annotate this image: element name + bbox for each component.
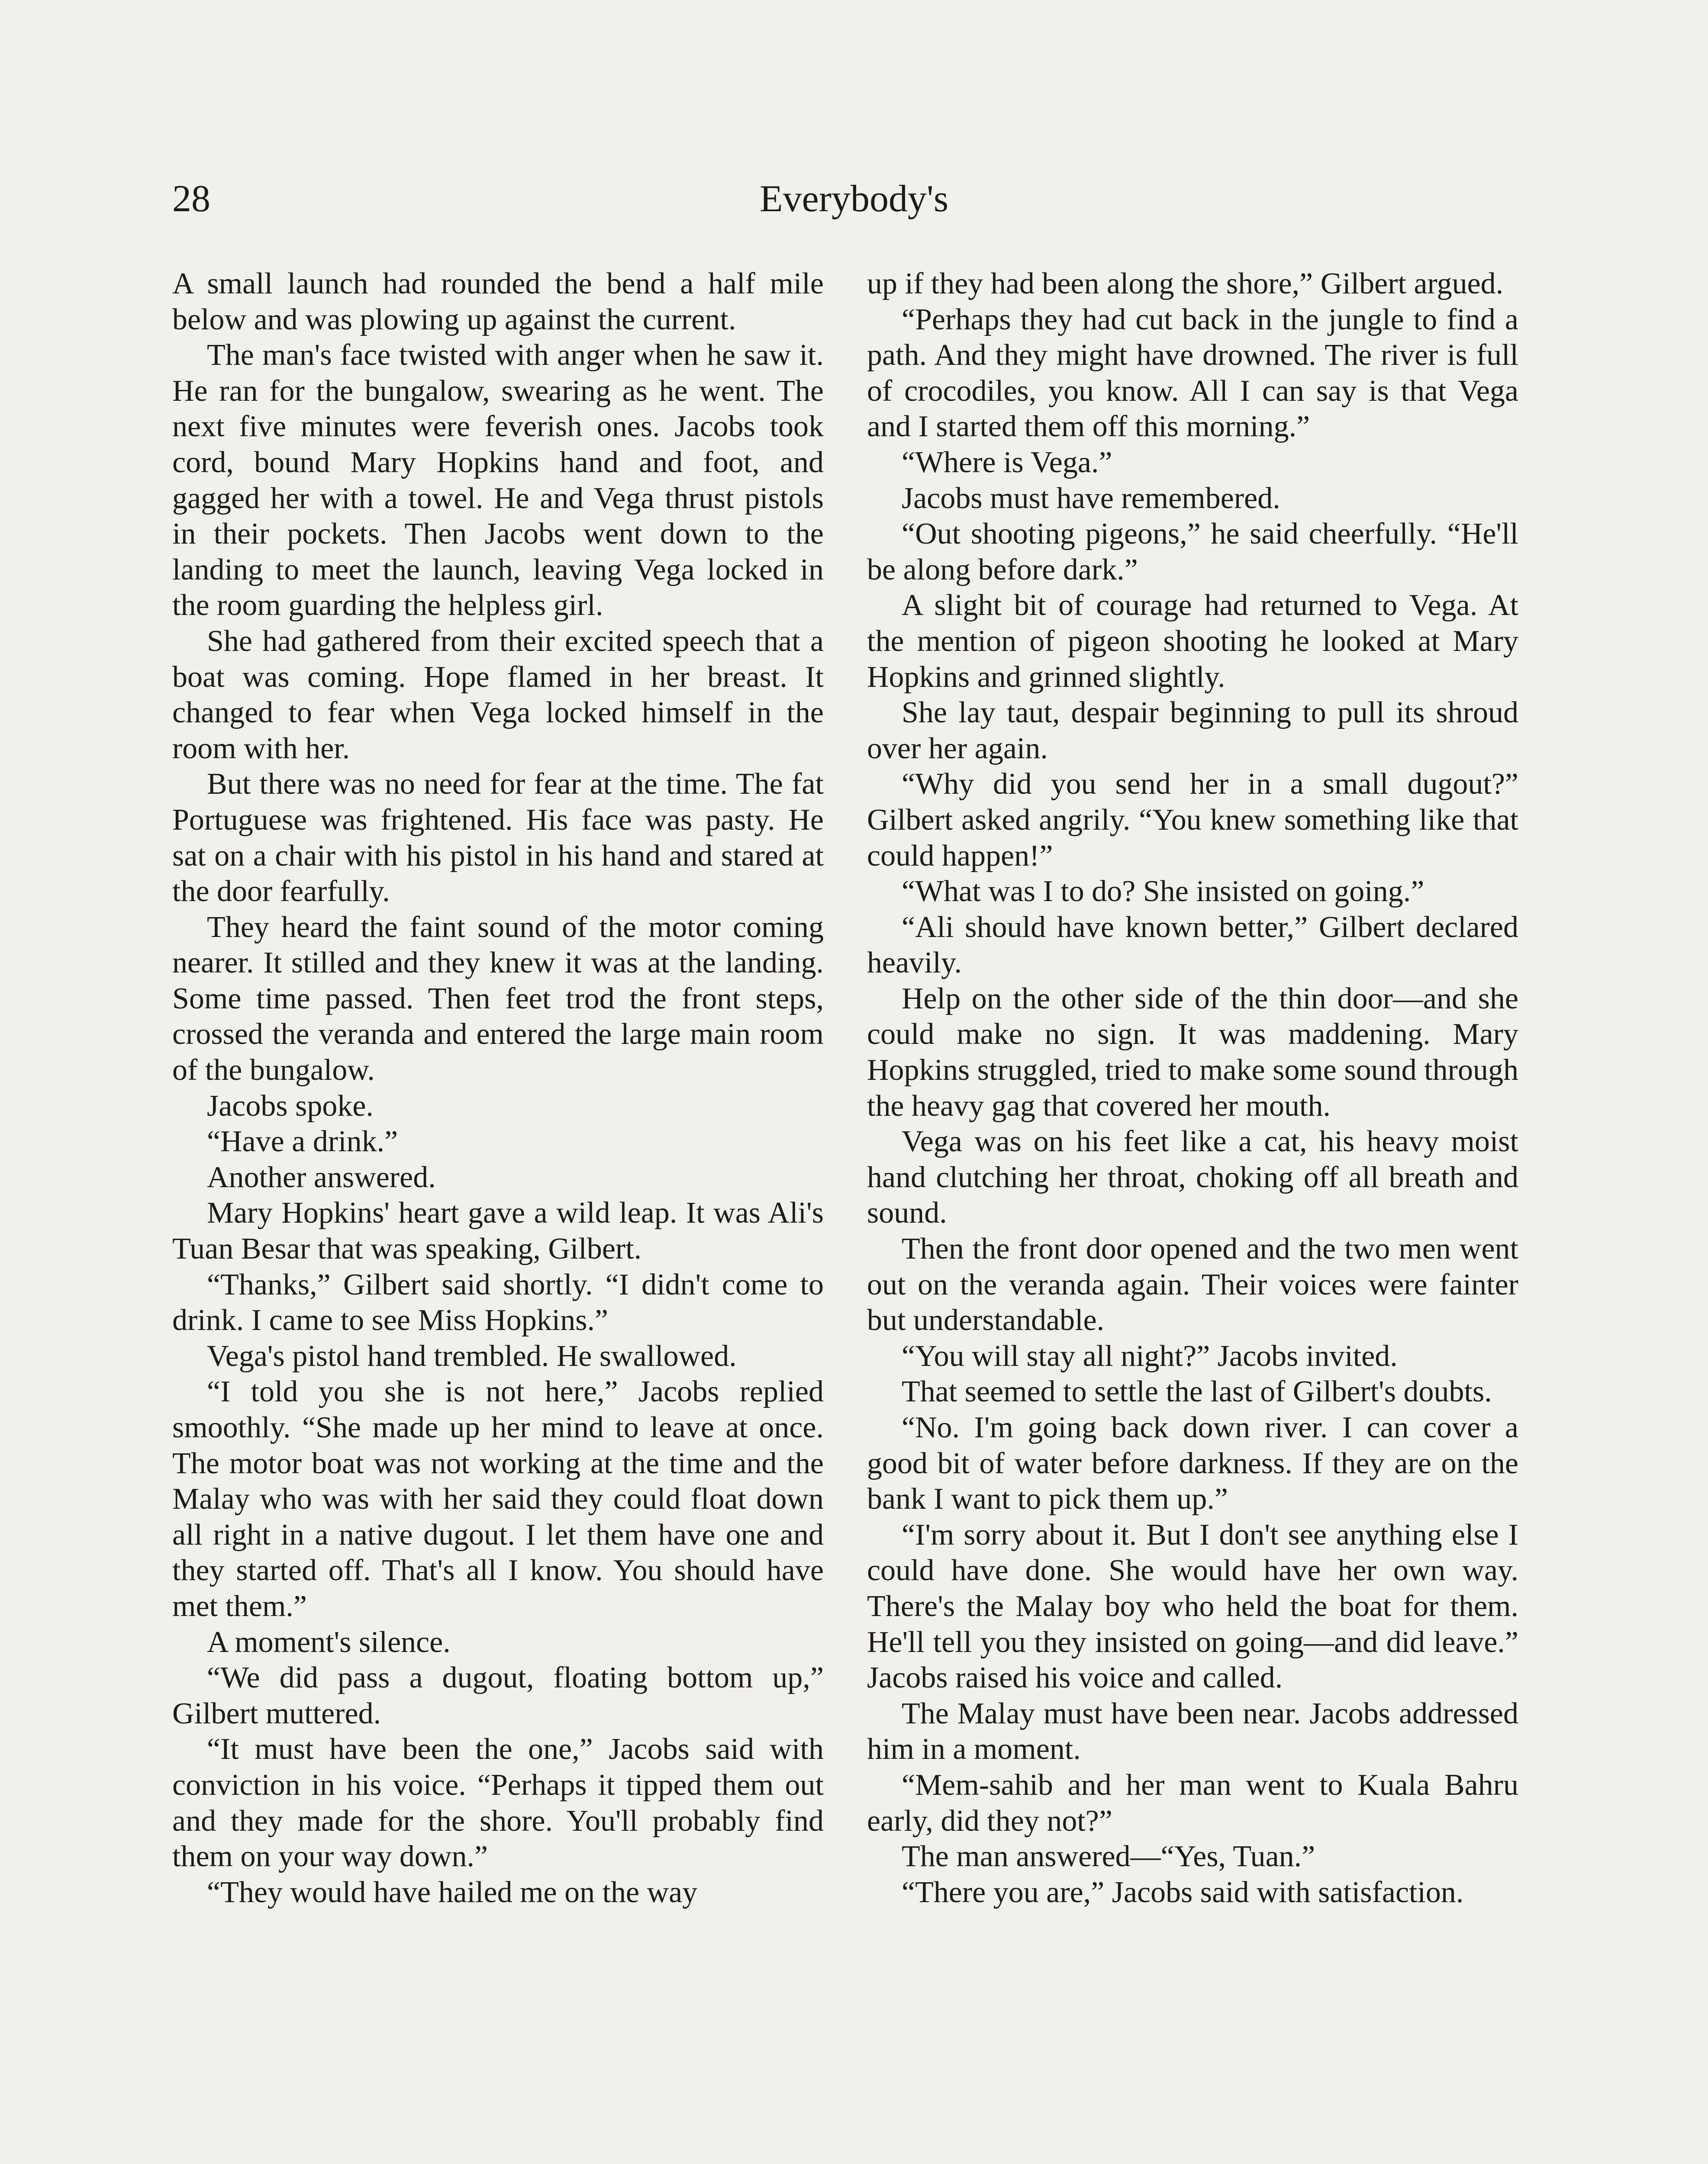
paragraph: Mary Hopkins' heart gave a wild leap. It was Ali's Tuan Besar that was speaking, Gilbert.	[172, 1196, 824, 1266]
page-header	[172, 177, 1536, 229]
paragraph: Vega was on his feet like a cat, his heavy moist hand clutching her throat, choking off all breath and sound.	[867, 1125, 1518, 1230]
paragraph: “We did pass a dugout, floating bottom up,” Gilbert muttered.	[172, 1661, 824, 1730]
paragraph: The Malay must have been near. Jacobs addressed him in a moment.	[867, 1697, 1518, 1766]
left-text-column	[172, 266, 824, 1910]
paragraph: “Why did you send her in a small dugout?” Gilbert asked angrily. “You knew something like that could happen!”	[867, 767, 1518, 873]
paragraph: Then the front door opened and the two men went out on the veranda again. Their voices were fainter but understandable.	[867, 1232, 1518, 1337]
paragraph: “There you are,” Jacobs said with satisfaction.	[902, 1875, 1464, 1909]
paragraph: They heard the faint sound of the motor coming nearer. It stilled and they knew it was at the landing. Some time passed. Then feet trod the front steps, crossed the veranda and entered the large main room of the bungalow.	[172, 910, 824, 1087]
paragraph: “They would have hailed me on the way	[207, 1875, 698, 1909]
paragraph: Another answered.	[207, 1160, 436, 1194]
paragraph: That seemed to settle the last of Gilbert's doubts.	[902, 1375, 1492, 1409]
paragraph: But there was no need for fear at the time. The fat Portuguese was frightened. His face was pasty. He sat on a chair with his pistol in his hand and stared at the door fearfully.	[172, 767, 824, 908]
paragraph: A small launch had rounded the bend a half mile below and was plowing up against the current.	[172, 267, 824, 336]
paragraph: “Ali should have known better,” Gilbert declared heavily.	[867, 910, 1518, 980]
paragraph: “Have a drink.”	[207, 1125, 398, 1159]
paragraph: “Out shooting pigeons,” he said cheerfully. “He'll be along before dark.”	[867, 517, 1518, 586]
paragraph: “Where is Vega.”	[902, 445, 1112, 479]
paragraph: A moment's silence.	[207, 1625, 451, 1659]
paragraph: “I told you she is not here,” Jacobs replied smoothly. “She made up her mind to leave at once. The motor boat was not working at the time and the Malay who was with her said they could float down all right in a native dugout. I let them have one and they started off. That's all I know. You should have met them.”	[172, 1375, 824, 1623]
paragraph: A slight bit of courage had returned to Vega. At the mention of pigeon shooting he looked at Mary Hopkins and grinned slightly.	[867, 589, 1518, 694]
paragraph: The man's face twisted with anger when he saw it. He ran for the bungalow, swearing as he went. The next five minutes were feverish ones. Jacobs took cord, bound Mary Hopkins hand and foot, and gagged her with a towel. He and Vega thrust pistols in their pockets. Then Jacobs went down to the landing to meet the launch, leaving Vega locked in the room guarding the helpless girl.	[172, 338, 824, 622]
paragraph: up if they had been along the shore,” Gilbert argued.	[867, 267, 1504, 300]
paragraph: “What was I to do? She insisted on going.”	[902, 875, 1424, 908]
right-text-column	[867, 266, 1518, 1910]
paragraph: “Mem-sahib and her man went to Kuala Bahru early, did they not?”	[867, 1768, 1518, 1838]
page-number: 28	[172, 178, 210, 220]
paragraph: “Perhaps they had cut back in the jungle to find a path. And they might have drowned. The river is full of crocodiles, you know. All I can say is that Vega and I started them off this morning.”	[867, 303, 1518, 444]
paragraph: She lay taut, despair beginning to pull its shroud over her again.	[867, 696, 1518, 765]
paragraph: Jacobs must have remembered.	[902, 481, 1280, 515]
paragraph: “You will stay all night?” Jacobs invited.	[902, 1339, 1398, 1373]
paragraph: “I'm sorry about it. But I don't see anything else I could have done. She would have her own way. There's the Malay boy who held the boat for them. He'll tell you they insisted on going—and did leave.” Jacobs raised his voice and called.	[867, 1518, 1518, 1695]
paragraph: Vega's pistol hand trembled. He swallowed.	[207, 1339, 737, 1373]
paragraph: She had gathered from their excited speech that a boat was coming. Hope flamed in her breast. It changed to fear when Vega locked himself in the room with her.	[172, 624, 824, 765]
paragraph: The man answered—“Yes, Tuan.”	[902, 1840, 1315, 1874]
running-title: Everybody's	[759, 178, 949, 220]
paragraph: “It must have been the one,” Jacobs said with conviction in his voice. “Perhaps it tipped them out and they made for the shore. You'll probably find them on your way down.”	[172, 1732, 824, 1874]
paragraph: Jacobs spoke.	[207, 1089, 374, 1123]
paragraph: “No. I'm going back down river. I can cover a good bit of water before darkness. If they are on the bank I want to pick them up.”	[867, 1411, 1518, 1516]
paragraph: “Thanks,” Gilbert said shortly. “I didn't come to drink. I came to see Miss Hopkins.”	[172, 1268, 824, 1337]
paragraph: Help on the other side of the thin door—and she could make no sign. It was maddening. Mary Hopkins struggled, tried to make some sound through the heavy gag that covered her mouth.	[867, 982, 1518, 1123]
